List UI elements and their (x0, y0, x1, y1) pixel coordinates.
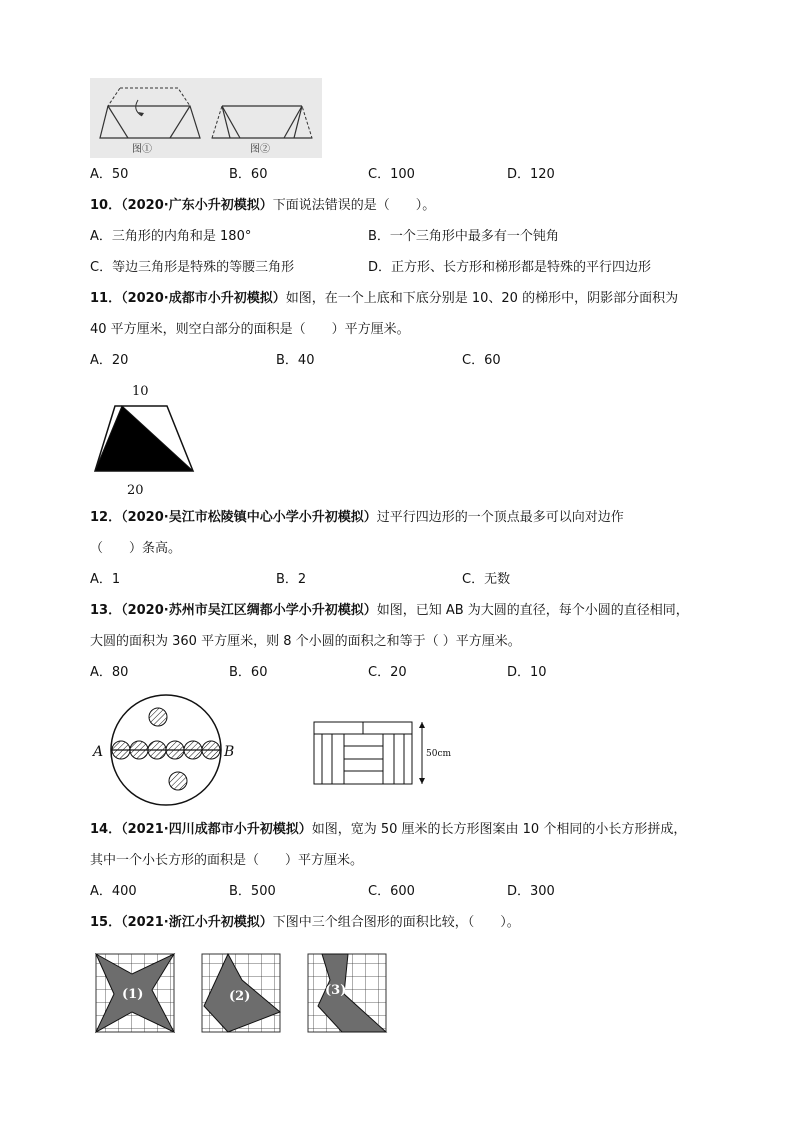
q10-option-a[interactable]: A．三角形的内角和是 180° (90, 229, 252, 244)
q13-option-d[interactable]: D．10 (507, 665, 547, 680)
q14-rectangle-figure (312, 716, 462, 788)
fig2-label: 图② (250, 144, 270, 155)
q14-option-d[interactable]: D．300 (507, 884, 555, 899)
figure-1-label: (1) (122, 987, 144, 1002)
q15-text: 下图中三个组合图形的面积比较，（ ）。 (272, 915, 520, 930)
q14-text-1: 如图，宽为 50 厘米的长方形图案由 10 个相同的小长方形拼成， (311, 822, 687, 837)
q11-option-b[interactable]: B．40 (276, 353, 315, 368)
q12-option-c[interactable]: C．无数 (462, 572, 511, 587)
label-a: A (93, 744, 104, 760)
q10-option-c[interactable]: C．等边三角形是特殊的等腰三角形 (90, 260, 295, 275)
q11-text-2: 40 平方厘米，则空白部分的面积是（ ）平方厘米。 (90, 322, 410, 337)
q14-source: （2021·四川成都市小升初模拟） (121, 822, 312, 837)
q11-stem-line1 (90, 290, 678, 308)
composite-figure-2 (202, 954, 280, 1032)
q9-option-a[interactable]: A．50 (90, 167, 129, 182)
q10-option-d[interactable]: D．正方形、长方形和梯形都是特殊的平行四边形 (368, 260, 652, 275)
fig1-label: 图① (132, 144, 152, 155)
composite-figure-1 (96, 954, 174, 1032)
q13-stem-line1 (90, 602, 689, 620)
q13-option-b[interactable]: B．60 (229, 665, 268, 680)
q15-stem (90, 914, 520, 932)
q14-text-2: 其中一个小长方形的面积是（ ）平方厘米。 (90, 853, 364, 868)
q10-source: （2020·广东小升初模拟） (121, 198, 273, 213)
q13-option-c[interactable]: C．20 (368, 665, 407, 680)
q11-top-label: 10 (132, 384, 149, 399)
q13-text-2: 大圆的面积为 360 平方厘米，则 8 个小圆的面积之和等于（ ）平方厘米。 (90, 634, 521, 649)
q15-composite-figures (92, 950, 392, 1035)
q13-number: 13． (90, 603, 122, 618)
q11-text-1: 如图，在一个上底和下底分别是 10、20 的梯形中，阴影部分面积为 (285, 291, 679, 306)
label-b: B (224, 744, 235, 760)
q13-option-a[interactable]: A．80 (90, 665, 129, 680)
figure-3-label: (3) (325, 983, 347, 998)
q9-option-b[interactable]: B．60 (229, 167, 268, 182)
q12-text-2: （ ）条高。 (90, 541, 182, 556)
composite-figure-3 (308, 954, 386, 1032)
q10-number: 10． (90, 198, 122, 213)
q14-number: 14． (90, 822, 122, 837)
q14-option-b[interactable]: B．500 (229, 884, 276, 899)
q12-option-a[interactable]: A．1 (90, 572, 121, 587)
q12-option-b[interactable]: B．2 (276, 572, 307, 587)
trapezoid-fold-svg (90, 78, 322, 158)
q11-trapezoid-figure (90, 380, 200, 498)
q13-circle-figure (90, 692, 240, 810)
q14-option-a[interactable]: A．400 (90, 884, 137, 899)
q12-source: （2020·吴江市松陵镇中心小学小升初模拟） (121, 510, 377, 525)
q12-number: 12． (90, 510, 122, 525)
q14-option-c[interactable]: C．600 (368, 884, 415, 899)
q11-number: 11． (90, 291, 122, 306)
q10-stem (90, 197, 435, 215)
trapezoid-fold-figure (90, 78, 322, 158)
q13-source: （2020·苏州市吴江区绸都小学小升初模拟） (121, 603, 377, 618)
q14-stem-line1 (90, 821, 686, 839)
q12-text-1: 过平行四边形的一个顶点最多可以向对边作 (376, 510, 624, 525)
q12-stem-line1 (90, 509, 624, 527)
q11-bottom-label: 20 (127, 483, 144, 498)
q11-option-c[interactable]: C．60 (462, 353, 501, 368)
q15-source: （2021·浙江小升初模拟） (121, 915, 273, 930)
q13-text-1: 如图，已知 AB 为大圆的直径，每个小圆的直径相同， (376, 603, 689, 618)
q11-source: （2020·成都市小升初模拟） (121, 291, 286, 306)
q9-option-c[interactable]: C．100 (368, 167, 415, 182)
q10-option-b[interactable]: B．一个三角形中最多有一个钝角 (368, 229, 559, 244)
q9-option-d[interactable]: D．120 (507, 167, 555, 182)
q10-text: 下面说法错误的是（ ）。 (272, 198, 436, 213)
figure-2-label: (2) (229, 989, 251, 1004)
q15-number: 15． (90, 915, 122, 930)
dim-label-50cm: 50cm (426, 749, 452, 759)
q11-option-a[interactable]: A．20 (90, 353, 129, 368)
